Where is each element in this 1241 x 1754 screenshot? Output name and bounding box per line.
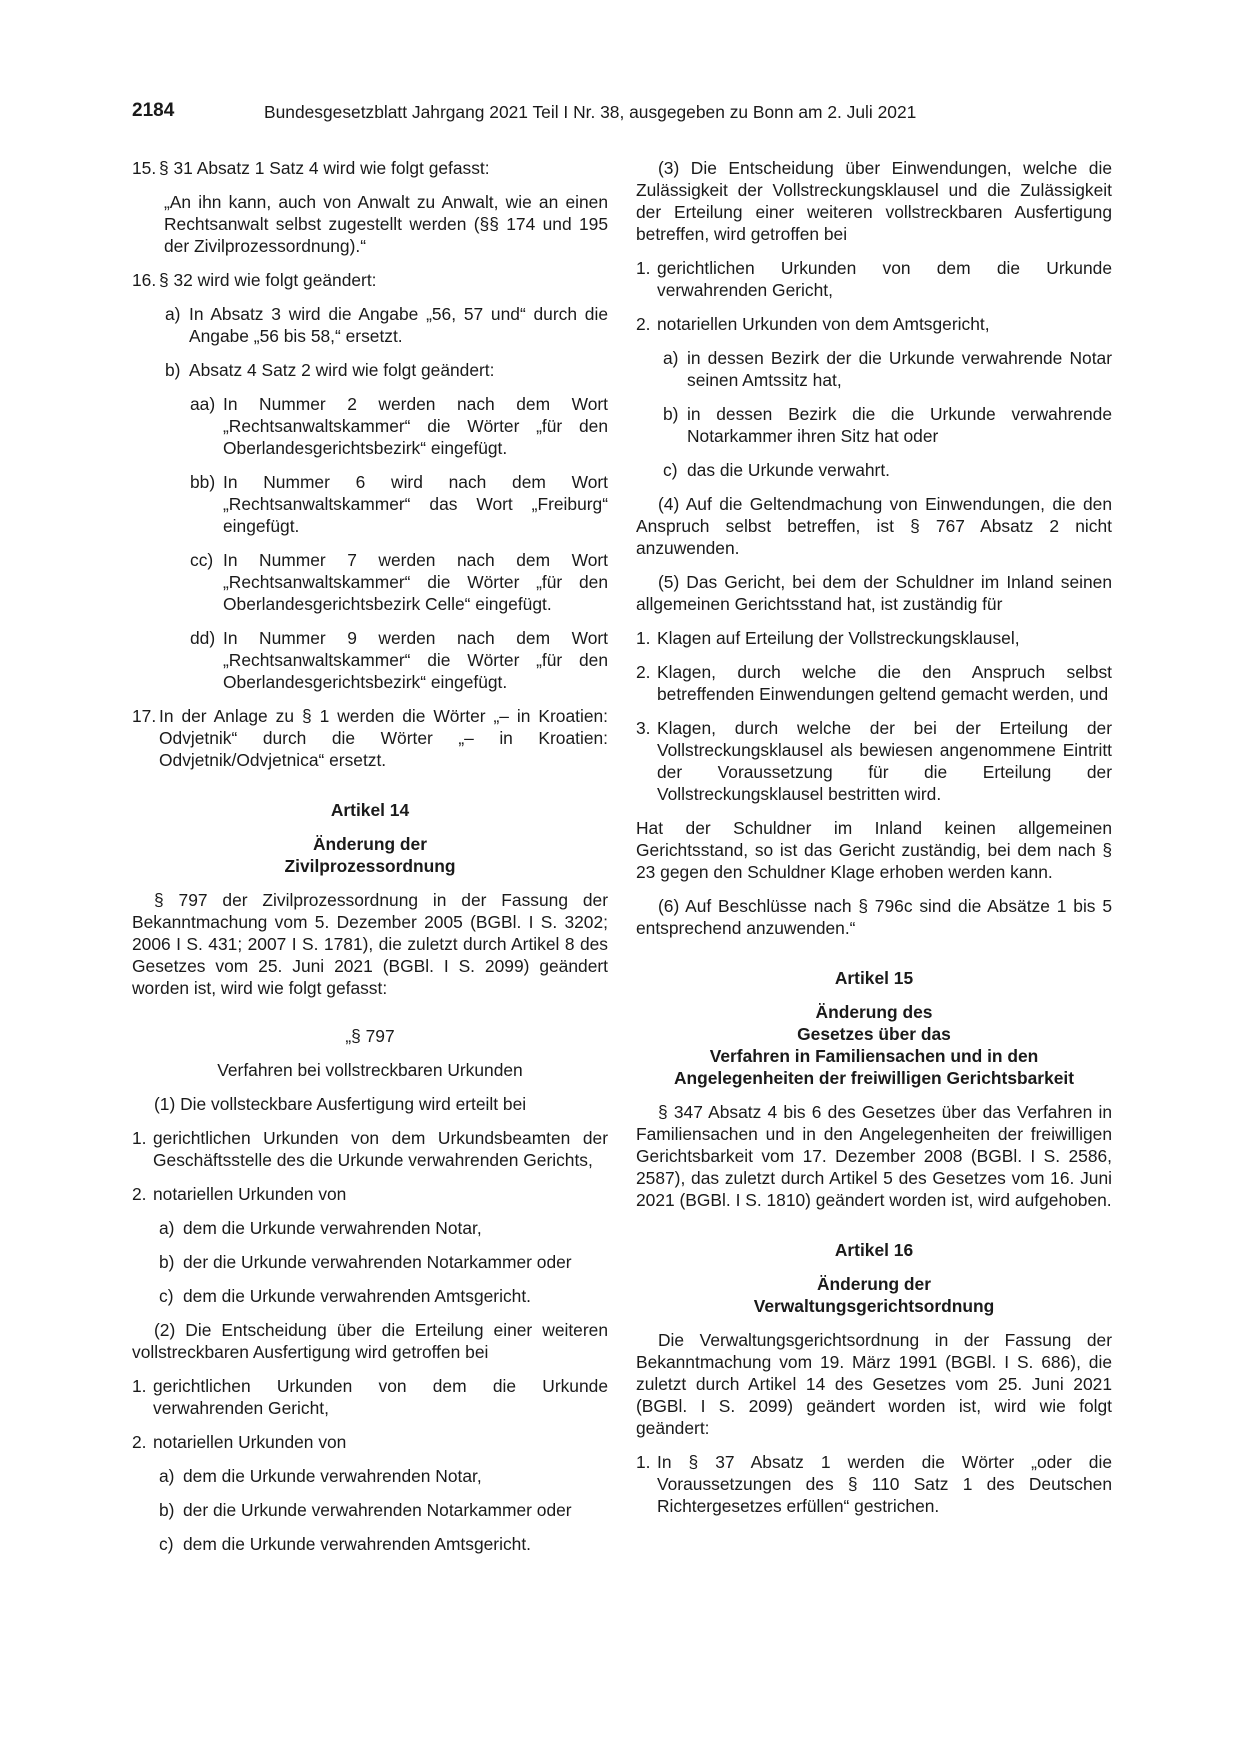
item-label: b) — [159, 1500, 175, 1520]
item-text: gerichtlichen Urkunden von dem die Urkunde verwahrenden Gericht, — [657, 258, 1112, 300]
list-item — [159, 1217, 608, 1239]
item-label: b) — [663, 404, 679, 424]
list-item — [159, 1285, 608, 1307]
article-title: Änderung der Verwaltungsgerichtsordnung — [753, 1274, 995, 1316]
list-item — [132, 1127, 608, 1171]
item-label: b) — [159, 1252, 175, 1272]
item-text: notariellen Urkunden von — [153, 1184, 347, 1204]
page-header — [132, 100, 1112, 126]
item-text: In Nummer 7 werden nach dem Wort „Rechtsanwaltskammer“ die Wörter „für den Oberlandesgerichtsbezirk Celle“ eingefügt. — [223, 550, 608, 614]
list-item — [663, 403, 1112, 447]
item-text: § 31 Absatz 1 Satz 4 wird wie folgt gefasst: — [159, 158, 490, 178]
item-text: notariellen Urkunden von dem Amtsgericht, — [657, 314, 990, 334]
item-text: dem die Urkunde verwahrenden Amtsgericht. — [183, 1534, 531, 1554]
list-item-16a — [165, 303, 608, 347]
article-title: Änderung des Gesetzes über das Verfahren in Familiensachen und in den Angelegenheiten der freiwilligen Gerichtsbarkeit — [673, 1002, 1075, 1088]
item-label: 1. — [636, 258, 651, 278]
item-label: 16. — [132, 270, 157, 290]
item-label: 1. — [132, 1128, 147, 1148]
running-title: Bundesgesetzblatt Jahrgang 2021 Teil I Nr. 38, ausgegeben zu Bonn am 2. Juli 2021 — [264, 102, 917, 122]
item-text: der die Urkunde verwahrenden Notarkammer oder — [183, 1252, 572, 1272]
item-text: In Nummer 2 werden nach dem Wort „Rechtsanwaltskammer“ die Wörter „für den Oberlandesgerichtsbezirk“ eingefügt. — [223, 394, 608, 458]
list-item — [159, 1251, 608, 1273]
list-item-aa — [190, 393, 608, 459]
item-label: 2. — [132, 1184, 147, 1204]
item-label: 2. — [636, 314, 651, 334]
left-column — [132, 157, 608, 1567]
item-text: Klagen, durch welche der bei der Erteilung der Vollstreckungsklausel als bewiesen angenommene Eintritt der Voraussetzung für die Erteilung der Vollstreckungsklausel bestritten wird. — [657, 718, 1112, 804]
list-item — [159, 1499, 608, 1521]
list-item — [663, 459, 1112, 481]
article-heading: Artikel 15 — [834, 968, 914, 988]
item-label: aa) — [190, 394, 216, 414]
item-text: in dessen Bezirk die die Urkunde verwahrende Notarkammer ihren Sitz hat oder — [687, 404, 1112, 446]
section-title: Verfahren bei vollstreckbaren Urkunden — [217, 1060, 523, 1080]
item-text: dem die Urkunde verwahrenden Notar, — [183, 1466, 482, 1486]
article-intro: § 797 der Zivilprozessordnung in der Fassung der Bekanntmachung vom 5. Dezember 2005 (BGBl. I S. 3202; 2006 I S. 431; 2007 I S. 1781), die zuletzt durch Artikel 8 des Gesetzes vom 25. Juni 2021 (BGBl. I S. 2099) geändert worden ist, wird wie folgt gefasst: — [132, 890, 608, 998]
item-text: In § 37 Absatz 1 werden die Wörter „oder die Voraussetzungen des § 110 Satz 1 des Deutschen Richtergesetzes erfüllen“ gestrichen. — [657, 1452, 1112, 1516]
list-item — [636, 1451, 1112, 1517]
item-text: der die Urkunde verwahrenden Notarkammer oder — [183, 1500, 572, 1520]
item-label: b) — [165, 360, 181, 380]
paragraph-3: (3) Die Entscheidung über Einwendungen, welche die Zulässigkeit der Vollstreckungsklausel und die Zulässigkeit der Erteilung einer weiteren vollstreckbaren Ausfertigung betreffen, wird getroffen bei — [636, 158, 1112, 244]
item-label: cc) — [190, 550, 214, 570]
paragraph-2: (2) Die Entscheidung über die Erteilung einer weiteren vollstreckbaren Ausfertigung wird getroffen bei — [132, 1320, 608, 1362]
article-title: Änderung der Zivilprozessordnung — [284, 834, 456, 876]
item-text: gerichtlichen Urkunden von dem die Urkunde verwahrenden Gericht, — [153, 1376, 608, 1418]
item-label: a) — [165, 304, 181, 324]
list-item-bb — [190, 471, 608, 537]
item-text: § 32 wird wie folgt geändert: — [159, 270, 377, 290]
item-label: 15. — [132, 158, 157, 178]
list-item — [159, 1533, 608, 1555]
item-label: c) — [159, 1534, 174, 1554]
item-label: 1. — [132, 1376, 147, 1396]
article-intro: Die Verwaltungsgerichtsordnung in der Fassung der Bekanntmachung vom 19. März 1991 (BGBl. I S. 686), die zuletzt durch Artikel 14 des Gesetzes vom 25. Juni 2021 (BGBl. I S. 2099) geändert worden ist, wird wie folgt geändert: — [636, 1330, 1112, 1438]
item-text: dem die Urkunde verwahrenden Amtsgericht. — [183, 1286, 531, 1306]
item-label: bb) — [190, 472, 216, 492]
paragraph-5: (5) Das Gericht, bei dem der Schuldner im Inland seinen allgemeinen Gerichtsstand hat, ist zuständig für — [636, 572, 1112, 614]
item-text: notariellen Urkunden von — [153, 1432, 347, 1452]
list-item-dd — [190, 627, 608, 693]
list-item — [636, 257, 1112, 301]
list-item-17 — [132, 705, 608, 771]
paragraph-5-tail: Hat der Schuldner im Inland keinen allgemeinen Gerichtsstand, so ist das Gericht zuständig, bei dem nach § 23 gegen den Schuldner Klage erhoben werden kann. — [636, 818, 1112, 882]
item-text: gerichtlichen Urkunden von dem Urkundsbeamten der Geschäftsstelle des die Urkunde verwahrenden Gerichts, — [153, 1128, 608, 1170]
item-label: 1. — [636, 1452, 651, 1472]
article-heading: Artikel 16 — [834, 1240, 914, 1260]
item-text: Klagen, durch welche die den Anspruch selbst betreffenden Einwendungen geltend gemacht werden, und — [657, 662, 1112, 704]
list-item — [132, 1183, 608, 1205]
item-label: 2. — [132, 1432, 147, 1452]
list-item-cc — [190, 549, 608, 615]
item-label: 17. — [132, 706, 157, 726]
item-label: a) — [159, 1466, 175, 1486]
item-label: dd) — [190, 628, 216, 648]
item-text: dem die Urkunde verwahrenden Notar, — [183, 1218, 482, 1238]
item-label: a) — [663, 348, 679, 368]
item-text: Absatz 4 Satz 2 wird wie folgt geändert: — [189, 360, 495, 380]
item-text: Klagen auf Erteilung der Vollstreckungsklausel, — [657, 628, 1020, 648]
list-item — [132, 1431, 608, 1453]
paragraph-1: (1) Die vollsteckbare Ausfertigung wird erteilt bei — [154, 1094, 527, 1114]
list-item — [636, 313, 1112, 335]
item-label: 2. — [636, 662, 651, 682]
list-item — [636, 627, 1112, 649]
list-item-15 — [132, 157, 608, 179]
item-text: In Absatz 3 wird die Angabe „56, 57 und“ durch die Angabe „56 bis 58,“ ersetzt. — [189, 304, 608, 346]
item-label: c) — [663, 460, 678, 480]
page-number: 2184 — [132, 100, 175, 121]
list-item-16b — [165, 359, 608, 381]
list-item — [132, 1375, 608, 1419]
quoted-text: „An ihn kann, auch von Anwalt zu Anwalt, wie an einen Rechtsanwalt selbst zugestellt werden (§§ 174 und 195 der Zivilprozessordnung).“ — [164, 192, 608, 256]
item-text: das die Urkunde verwahrt. — [687, 460, 890, 480]
item-label: 1. — [636, 628, 651, 648]
list-item — [159, 1465, 608, 1487]
paragraph-4: (4) Auf die Geltendmachung von Einwendungen, die den Anspruch selbst betreffen, ist § 767 Absatz 2 nicht anzuwenden. — [636, 494, 1112, 558]
article-text: § 347 Absatz 4 bis 6 des Gesetzes über das Verfahren in Familiensachen und in den Angelegenheiten der freiwilligen Gerichtsbarkeit vom 17. Dezember 2008 (BGBl. I S. 2586, 2587), das zuletzt durch Artikel 5 des Gesetzes vom 16. Juni 2021 (BGBl. I S. 1810) geändert worden ist, wird aufgehoben. — [636, 1102, 1112, 1210]
list-item — [636, 717, 1112, 805]
item-text: in dessen Bezirk der die Urkunde verwahrende Notar seinen Amtssitz hat, — [687, 348, 1112, 390]
item-text: In Nummer 6 wird nach dem Wort „Rechtsanwaltskammer“ das Wort „Freiburg“ eingefügt. — [223, 472, 608, 536]
list-item — [636, 661, 1112, 705]
item-text: In Nummer 9 werden nach dem Wort „Rechtsanwaltskammer“ die Wörter „für den Oberlandesgerichtsbezirk“ eingefügt. — [223, 628, 608, 692]
item-label: a) — [159, 1218, 175, 1238]
item-label: 3. — [636, 718, 651, 738]
paragraph-6: (6) Auf Beschlüsse nach § 796c sind die Absätze 1 bis 5 entsprechend anzuwenden.“ — [636, 896, 1112, 938]
list-item — [663, 347, 1112, 391]
right-column — [636, 157, 1112, 1529]
list-item-16 — [132, 269, 608, 291]
item-label: c) — [159, 1286, 174, 1306]
section-heading: „§ 797 — [345, 1026, 395, 1046]
item-text: In der Anlage zu § 1 werden die Wörter „– in Kroatien: Odvjetnik“ durch die Wörter „– in Kroatien: Odvjetnik/Odvjetnica“ ersetzt. — [159, 706, 608, 770]
article-heading: Artikel 14 — [330, 800, 410, 820]
